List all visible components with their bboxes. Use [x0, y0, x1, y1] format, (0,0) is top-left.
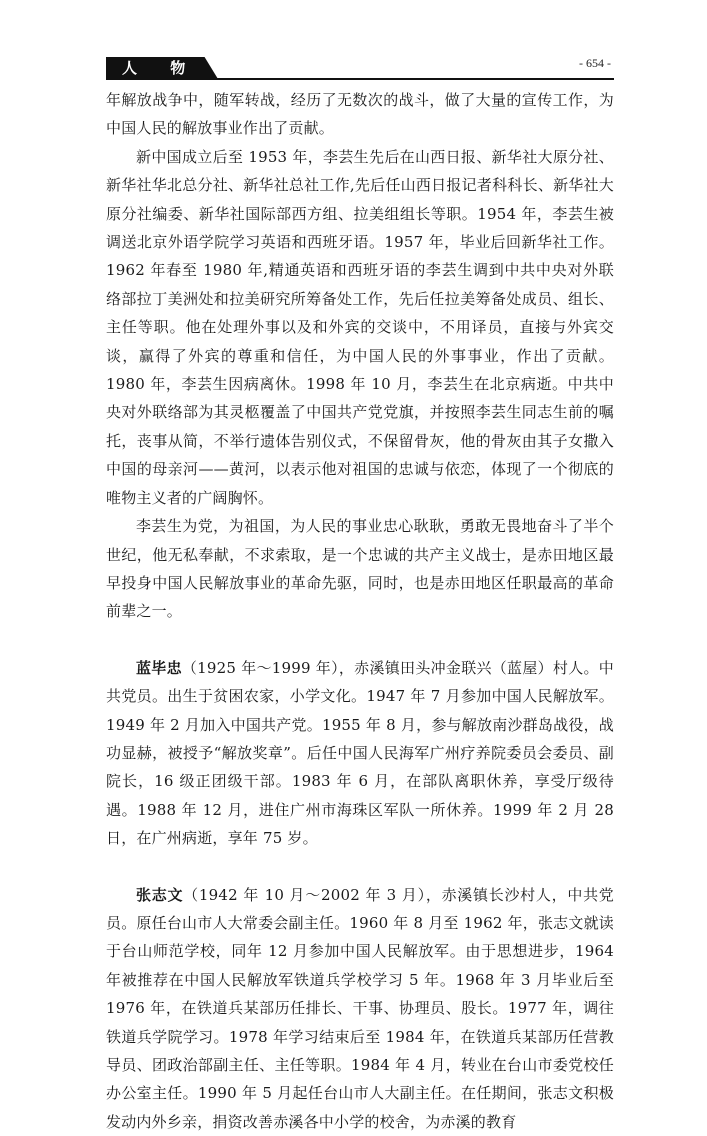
biography-zhang-zhiwen	[106, 881, 614, 1136]
person-name: 张志文	[136, 885, 184, 904]
person-name: 蓝毕忠	[136, 658, 182, 677]
section-title: 人 物	[122, 59, 200, 77]
paragraph-li-career: 新中国成立后至 1953 年，李芸生先后在山西日报、新华社大原分社、新华社华北总分社、新华社总社工作,先后任山西日报记者科科长、新华社大原分社编委、新华社国际部西方组、拉美组组长等职。1954 年，李芸生被调送北京外语学院学习英语和西班牙语。1957 年，毕业后回新华社工作。1962 年春至 1980 年,精通英语和西班牙语的李芸生调到中共中央对外联络部拉丁美洲处和拉美研究所筹备处工作，先后任拉美筹备处成员、组长、主任等职。他在处理外事以及和外宾的交谈中，不用译员，直接与外宾交谈，赢得了外宾的尊重和信任，为中国人民的外事事业，作出了贡献。1980 年，李芸生因病离休。1998 年 10 月，李芸生在北京病逝。中共中央对外联络部为其灵柩覆盖了中国共产党党旗，并按照李芸生同志生前的嘱托，丧事从简，不举行遗体告别仪式，不保留骨灰，他的骨灰由其子女撒入中国的母亲河——黄河，以表示他对祖国的忠诚与依恋，体现了一个彻底的唯物主义者的广阔胸怀。	[106, 147, 614, 507]
page-number: - 654 -	[579, 56, 611, 70]
biography-text: （1942 年 10 月～2002 年 3 月），赤溪镇长沙村人，中共党员。原任台山市人大常委会副主任。1960 年 8 月至 1962 年，张志文就读于台山师范学校，同年 12 月参加中国人民解放军。由于思想进步，1964 年被推荐在中国人民解放军铁道兵学校学习 5 年。1968 年 3 月毕业后至 1976 年，在铁道兵某部历任排长、干事、协理员、股长。1977 年，调往铁道兵学院学习。1978 年学习结束后至 1984 年，在铁道兵某部历任营教导员、团政治部副主任、主任等职。1984 年 4 月，转业在台山市委党校任办公室主任。1990 年 5 月起任台山市人大副主任。在任期间，张志文积极发动内外乡亲，捐资改善赤溪各中小学的校舍，为赤溪的教育	[106, 885, 614, 1131]
paragraph-li-summary: 李芸生为党，为祖国，为人民的事业忠心耿耿，勇敢无畏地奋斗了半个世纪，他无私奉献，不求索取，是一个忠诚的共产主义战士，是赤田地区最早投身中国人民解放事业的革命先驱，同时，也是赤田地区任职最高的革命前辈之一。	[106, 517, 614, 621]
biography-text: （1925 年～1999 年），赤溪镇田头冲金联兴（蓝屋）村人。中共党员。出生于贫困农家，小学文化。1947 年 7 月参加中国人民解放军。1949 年 2 月加入中国共产党。1955 年 8 月，参与解放南沙群岛战役，战功显赫，被授予“解放奖章”。后任中国人民海军广州疗养院委员会委员、副院长，16 级正团级干部。1983 年 6 月，在部队离职休养，享受厅级待遇。1988 年 12 月，进住广州市海珠区军队一所休养。1999 年 2 月 28 日，在广州病逝，享年 75 岁。	[106, 658, 614, 848]
biography-lan-bizhong	[106, 654, 614, 853]
header-rule	[106, 78, 614, 80]
page-content	[106, 86, 614, 1136]
page-header	[0, 0, 707, 80]
paragraph-continuation: 年解放战争中，随军转战，经历了无数次的战斗，做了大量的宣传工作，为中国人民的解放事业作出了贡献。	[106, 91, 614, 138]
